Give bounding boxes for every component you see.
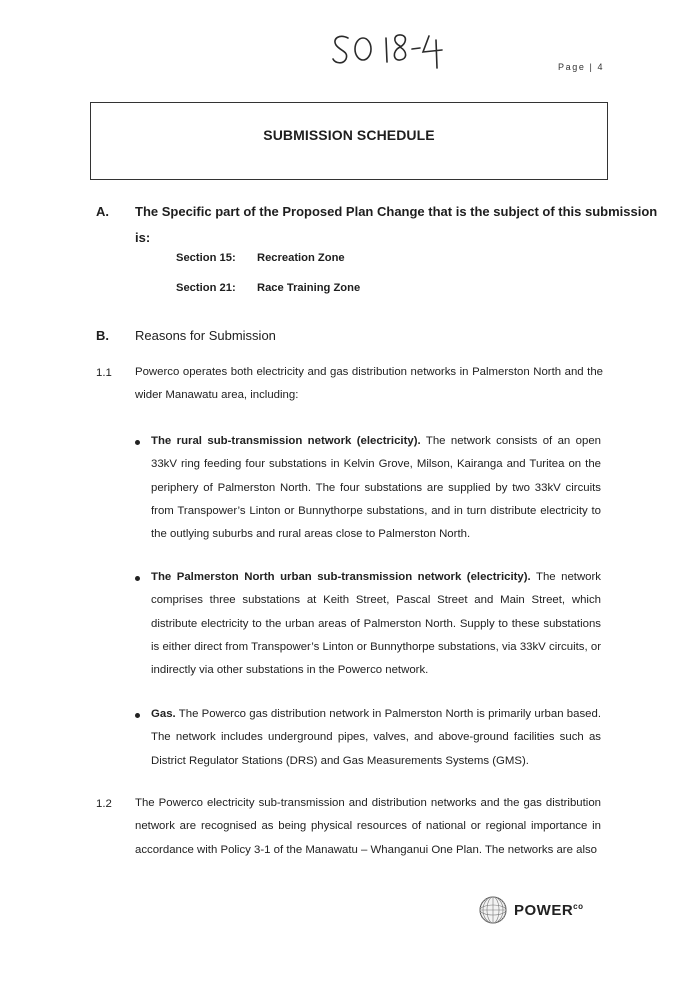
- powerco-globe-icon: [478, 895, 508, 925]
- section-a-item-label: Section 21:: [176, 282, 236, 294]
- bullet-lead: Gas.: [151, 708, 176, 720]
- title-box: [90, 102, 608, 180]
- para-1-2-text: The Powerco electricity sub-transmission and distribution networks and the gas distribution network are recognised as being physical resources of national or regional importance in accordance with Policy 3-1 of the Manawatu – Whanganui One Plan. The networks are also: [135, 797, 601, 856]
- bullet-text: The Powerco gas distribution network in Palmerston North is primarily urban based. The network includes underground pipes, valves, and above-ground facilities such as District Regulator Stations (DRS) and Gas Measurements Systems (GMS).: [151, 708, 601, 767]
- bullet-item: [151, 703, 601, 773]
- section-a-heading-line2: is:: [135, 230, 151, 245]
- para-number: 1.1: [96, 367, 112, 379]
- bullet-lead: The Palmerston North urban sub-transmission network (electricity).: [151, 571, 531, 583]
- section-a-letter: A.: [96, 204, 109, 219]
- page-title: SUBMISSION SCHEDULE: [263, 127, 435, 143]
- para-number: 1.2: [96, 798, 112, 810]
- powerco-logo: [478, 895, 608, 925]
- bullet-text: The network comprises three substations at Keith Street, Pascal Street and Main Street, which distribute electricity to the urban areas of Palmerston North. Supply to these substations is either direct from Transpower’s Linton or Bunnythorpe substations, via 33kV circuits, or indirectly via other substations in the Powerco network.: [151, 571, 601, 677]
- bullet-item: [151, 566, 601, 682]
- bullet-icon: [135, 713, 140, 718]
- section-b-heading: Reasons for Submission: [135, 328, 276, 343]
- section-a-item-label: Section 15:: [176, 252, 236, 264]
- page-number: Page | 4: [558, 62, 605, 72]
- bullet-icon: [135, 576, 140, 581]
- section-a-item-value: Race Training Zone: [257, 282, 361, 294]
- powerco-wordmark: $POWER^{co}$: [514, 901, 584, 919]
- bullet-lead: The rural sub-transmission network (electricity).: [151, 435, 421, 447]
- section-a-heading-line1: The Specific part of the Proposed Plan Change that is the subject of this submission: [135, 204, 658, 219]
- section-b-letter: B.: [96, 328, 109, 343]
- bullet-text: The network consists of an open 33kV ring feeding four substations in Kelvin Grove, Milson, Kairanga and Turitea on the periphery of Palmerston North. The four substations are supplied by two 33kV circuits from Transpower’s Linton or Bunnythorpe substations, and in turn distribute electricity to the outlying suburbs and rural areas close to Palmerston North.: [151, 435, 601, 541]
- bullet-item: [151, 430, 601, 546]
- bullet-icon: [135, 440, 140, 445]
- section-a-item-value: Recreation Zone: [257, 252, 345, 264]
- handwritten-note: [330, 26, 460, 72]
- para-1-1-text: Powerco operates both electricity and gas distribution networks in Palmerston North and the wider Manawatu area, including:: [135, 366, 603, 402]
